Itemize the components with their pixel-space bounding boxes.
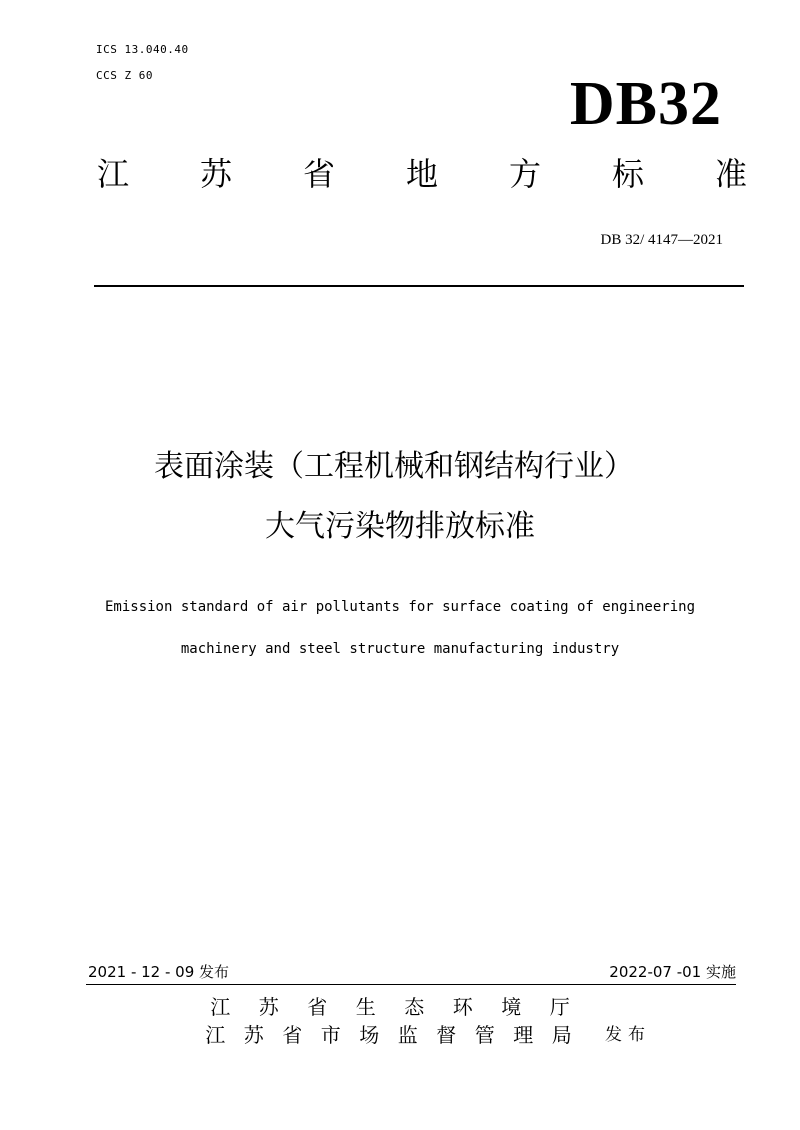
- heading-char: 准: [714, 155, 747, 193]
- db-code: DB32: [569, 70, 722, 138]
- issuer-char: 市: [320, 1023, 341, 1047]
- issuer-char: 生: [355, 995, 376, 1019]
- heading-char: 方: [508, 155, 541, 193]
- issuer-char: 局: [551, 1023, 572, 1047]
- header-divider: [94, 285, 744, 287]
- issuer-char: 苏: [243, 1023, 264, 1047]
- title-en-line-1: Emission standard of air pollutants for surface coating of engineering: [104, 599, 695, 615]
- issuer-ecology-environment-department: [196, 994, 584, 1020]
- ccs-code: CCS Z 60: [96, 69, 153, 82]
- publish-label: 发布: [605, 1025, 651, 1045]
- heading-char: 地: [405, 155, 438, 193]
- footer-divider: [86, 984, 736, 985]
- issuer-char: 江: [205, 1023, 226, 1047]
- heading-char: 苏: [199, 155, 232, 193]
- heading-char: 标: [611, 155, 644, 193]
- heading-char: 省: [302, 155, 335, 193]
- issuer-char: 理: [513, 1023, 534, 1047]
- issuer-char: 场: [359, 1023, 380, 1047]
- issuer-char: 环: [452, 995, 473, 1019]
- issuer-char: 态: [404, 995, 425, 1019]
- issuer-char: 苏: [258, 995, 279, 1019]
- issuer-char: 省: [282, 1023, 303, 1047]
- issuer-char: 监: [397, 1023, 418, 1047]
- title-cn-line-1: 表面涂装（工程机械和钢结构行业）: [154, 449, 634, 484]
- issuer-char: 省: [307, 995, 328, 1019]
- issue-date: 2021 - 12 - 09 发布: [88, 963, 230, 981]
- implementation-date: 2022-07 -01 实施: [609, 963, 736, 981]
- standard-number: DB 32/ 4147—2021: [600, 232, 723, 248]
- issuer-market-supervision-bureau: [196, 1022, 581, 1048]
- heading-char: 江: [96, 155, 129, 193]
- issuer-char: 江: [210, 995, 231, 1019]
- issuer-char: 督: [436, 1023, 457, 1047]
- ics-code: ICS 13.040.40: [96, 43, 189, 56]
- title-en-line-2: machinery and steel structure manufacturing industry: [180, 641, 620, 657]
- provincial-standard-heading: [96, 152, 748, 196]
- issuer-char: 境: [501, 995, 522, 1019]
- issuer-char: 厅: [549, 995, 570, 1019]
- title-cn-line-2: 大气污染物排放标准: [265, 509, 535, 544]
- issuer-char: 管: [474, 1023, 495, 1047]
